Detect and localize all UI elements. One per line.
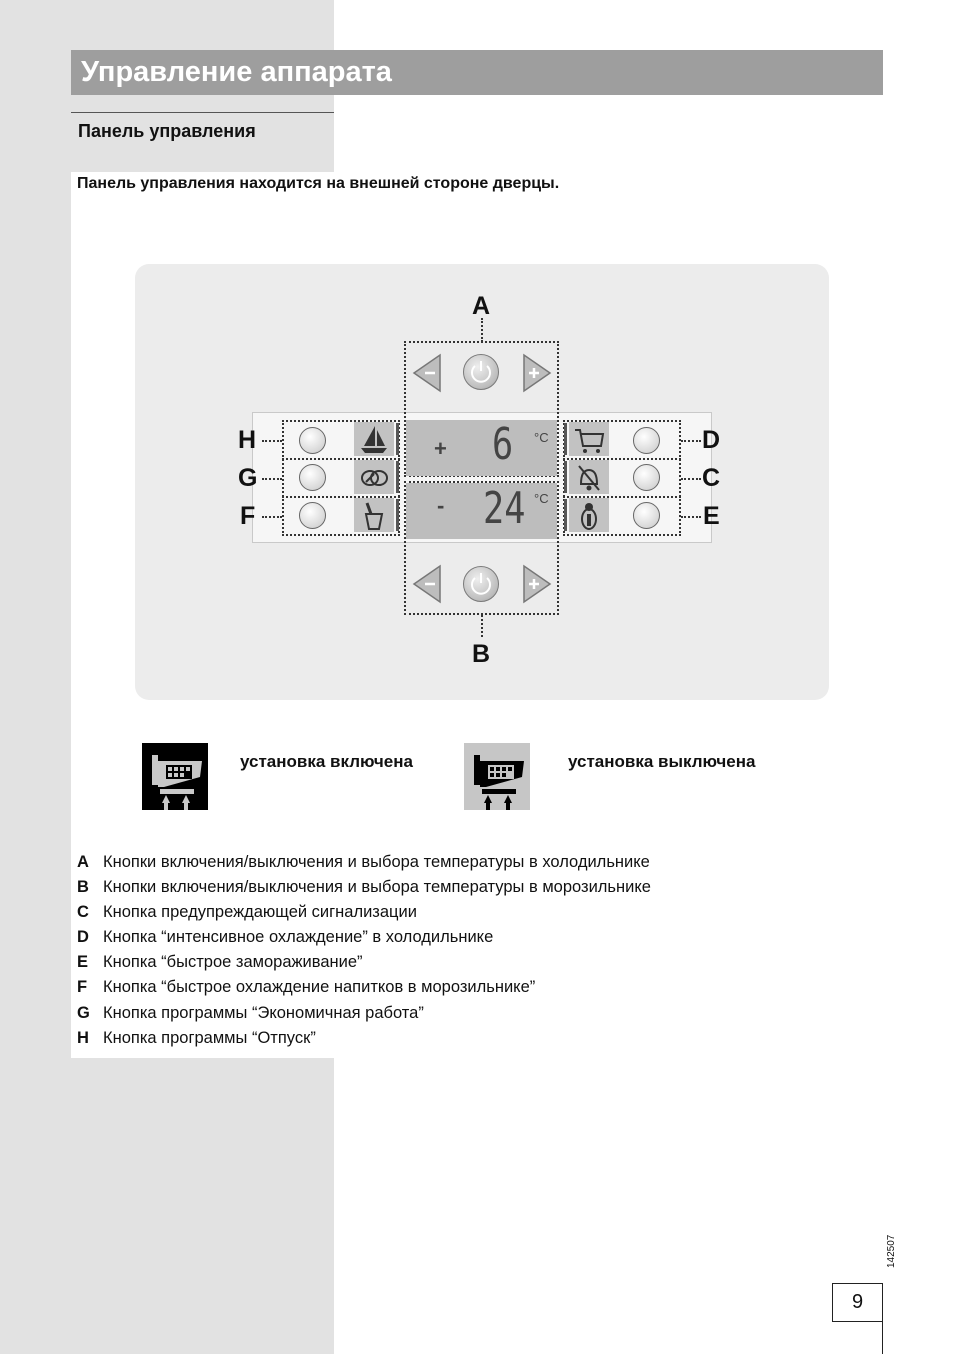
desc-text: Кнопка предупреждающей сигнализации (103, 903, 417, 922)
list-item (77, 850, 651, 875)
desc-letter: E (77, 953, 89, 972)
power-icon (464, 567, 498, 601)
eco-button[interactable] (299, 464, 326, 491)
fast-freeze-button[interactable] (633, 502, 660, 529)
callout-f: F (240, 502, 256, 530)
button-descriptions (77, 850, 651, 1051)
tile-separator (396, 423, 399, 455)
callout-h: H (238, 426, 257, 454)
leader-b (481, 615, 483, 637)
freezer-minus-button[interactable] (412, 564, 442, 604)
eco-tile (354, 460, 394, 494)
fridge-temperature-unit: °C (534, 430, 549, 445)
desc-letter: A (77, 853, 89, 871)
list-item (77, 1026, 651, 1051)
sailboat-icon (354, 422, 394, 456)
tile-separator (564, 461, 567, 493)
leader-e (681, 516, 701, 518)
setting-off-indicator (464, 743, 530, 810)
callout-d: D (702, 426, 721, 454)
desc-text: Кнопка “быстрое охлаждение напитков в морозильнике” (103, 978, 536, 997)
subheading-rule (71, 112, 334, 113)
fridge-plus-button[interactable] (522, 353, 552, 393)
fridge-temperature: 6 (492, 419, 514, 470)
desc-letter: C (77, 903, 89, 922)
desc-text: Кнопки включения/выключения и выбора температуры в морозильнике (103, 878, 651, 897)
leader-c (681, 478, 701, 480)
leader-h (262, 440, 282, 442)
page-number: 9 (832, 1283, 883, 1322)
bottle-bucket-icon (354, 498, 394, 532)
leader-d (681, 440, 701, 442)
holiday-tile (354, 422, 394, 456)
list-item (77, 875, 651, 900)
callout-c: C (702, 464, 721, 492)
section-subheading: Панель управления (78, 121, 256, 141)
fridge-minus-button[interactable] (412, 353, 442, 393)
fridge-power-button[interactable] (463, 354, 499, 390)
alarm-button[interactable] (633, 464, 660, 491)
freezer-temperature-unit: °C (534, 491, 549, 506)
desc-letter: H (77, 1028, 89, 1047)
freezer-plus-button[interactable] (522, 564, 552, 604)
desc-letter: D (77, 928, 89, 947)
list-item (77, 925, 651, 950)
shopping-cart-icon (569, 422, 609, 456)
freezer-temperature: 24 (483, 483, 526, 534)
intro-text: Панель управления находится на внешней стороне дверцы. (77, 175, 560, 192)
desc-text: Кнопки включения/выключения и выбора температуры в холодильнике (103, 853, 650, 871)
callout-a: A (472, 292, 491, 320)
document-code: 142507 (886, 1234, 897, 1268)
tile-separator (396, 499, 399, 531)
fridge-display-sign: + (434, 436, 447, 461)
eco-icon (354, 460, 394, 494)
setting-off-label: установка выключена (568, 752, 756, 771)
list-item (77, 975, 651, 1000)
drinks-tile (354, 498, 394, 532)
alarm-tile (569, 460, 609, 494)
setting-on-indicator (142, 743, 208, 810)
fridge-display (406, 420, 557, 476)
list-item (77, 1001, 651, 1026)
penguin-icon (569, 498, 609, 532)
freezer-display-sign: - (437, 493, 445, 518)
shopping-cart-icon (142, 743, 208, 810)
leader-g (262, 478, 282, 480)
holiday-button[interactable] (299, 427, 326, 454)
desc-text: Кнопка программы “Экономичная работа” (103, 1003, 424, 1022)
shopping-cart-icon (464, 743, 530, 810)
desc-letter: G (77, 1003, 90, 1022)
power-icon (464, 355, 498, 389)
desc-letter: B (77, 878, 89, 897)
callout-b: B (472, 640, 491, 668)
tile-separator (564, 499, 567, 531)
list-item (77, 900, 651, 925)
freezer-power-button[interactable] (463, 566, 499, 602)
page-number-rule (882, 1322, 883, 1354)
desc-text: Кнопка программы “Отпуск” (103, 1028, 316, 1047)
intensive-cooling-button[interactable] (633, 427, 660, 454)
leader-f (262, 516, 282, 518)
desc-text: Кнопка “быстрое замораживание” (103, 953, 363, 972)
tile-separator (564, 423, 567, 455)
callout-g: G (238, 464, 258, 492)
list-item (77, 950, 651, 975)
fast-freeze-tile (569, 498, 609, 532)
intensive-cooling-tile (569, 422, 609, 456)
bell-off-icon (569, 460, 609, 494)
desc-text: Кнопка “интенсивное охлаждение” в холодильнике (103, 928, 494, 947)
drinks-chill-button[interactable] (299, 502, 326, 529)
page-title: Управление аппарата (71, 50, 883, 95)
setting-on-label: установка включена (240, 752, 413, 771)
tile-separator (396, 461, 399, 493)
callout-e: E (703, 502, 720, 530)
leader-a (481, 318, 483, 342)
desc-letter: F (77, 978, 88, 997)
